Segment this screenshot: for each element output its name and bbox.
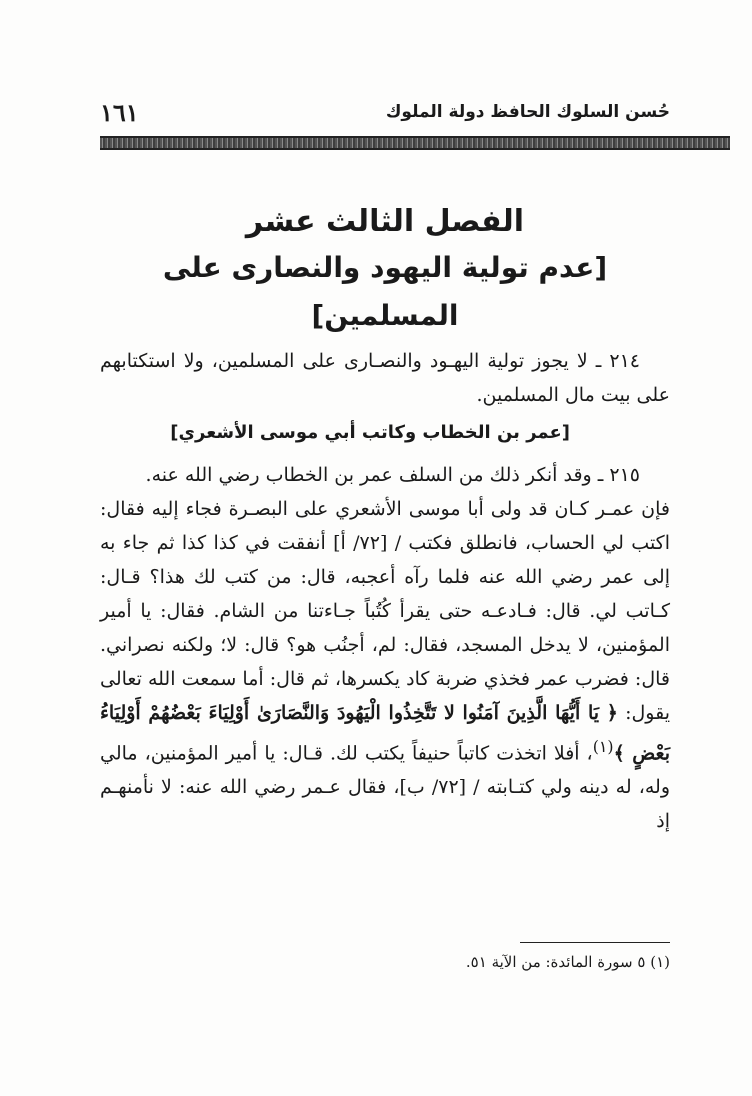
- quran-verse: ﴿ يَا أَيُّهَا الَّذِينَ آمَنُوا لا تَتَّخِذُوا الْيَهُودَ وَالنَّصَارَىٰ أَوْلِيَاءَ بَعْضُهُمْ أَوْلِيَاءُ بَعْضٍ ﴾: [100, 702, 670, 765]
- footnote-text: (١) ٥ سورة المائدة: من الآية ٥١.: [465, 953, 670, 971]
- footnote-marker: (١): [592, 737, 614, 756]
- paragraph-214: ٢١٤ ـ لا يجوز تولية اليهـود والنصـارى على المسلمين، ولا استكتابهم على بيت مال المسلمين.: [100, 350, 670, 406]
- running-head: [100, 98, 670, 132]
- chapter-title: الفصل الثالث عشر: [245, 204, 525, 239]
- chapter-heading: [100, 200, 670, 340]
- chapter-subtitle: [عدم تولية اليهود والنصارى على المسلمين]: [162, 251, 608, 332]
- body-text: [100, 344, 670, 838]
- paragraph-215-intro: ٢١٥ ـ وقد أنكر ذلك من السلف عمر بن الخطاب رضي الله عنه.: [145, 464, 640, 486]
- section-heading: [عمر بن الخطاب وكاتب أبي موسى الأشعري]: [170, 422, 570, 443]
- header-rule-bar: [100, 136, 730, 150]
- paragraph-215-narrative: فإن عمـر كـان قد ولى أبا موسى الأشعري على البصـرة فجاء إليه فقال: اكتب لي الحساب، فانطلق فكتب / [٧٢/ أ] أنفقت في كذا كذا ثم جاء به إلى عمر رضي الله عنه فلما رآه أعجبه، قال: من كتب لك هذا؟ قـال: كـاتب لي. قال: فـادعـه حتى يقرأ كُتُباً جـاءتنا من الشام. فقال: يا أمير المؤمنين، لا يدخل المسجد، فقال: لم، أجنُب هو؟ قال: لا؛ ولكنه نصراني. قال: فضرب عمر فخذي ضربة كاد يكسرها، ثم قال: أما سمعت الله تعالى يقول:: [100, 498, 670, 724]
- paragraph-215-tail: ، أفلا اتخذت كاتباً حنيفاً يكتب لك. قـال: يا أمير المؤمنين، مالي وله، له دينه ولي كتـابته / [٧٢/ ب]، فقال عـمر رضي الله عنه: لا نأمنهـم إذ: [100, 742, 671, 833]
- page-number: ١٦١: [100, 98, 139, 127]
- paragraph-215-body: [100, 492, 670, 838]
- footnote-divider: [520, 942, 670, 943]
- footnote-area: [100, 942, 670, 973]
- running-head-title: حُسن السلوك الحافظ دولة الملوك: [385, 102, 670, 122]
